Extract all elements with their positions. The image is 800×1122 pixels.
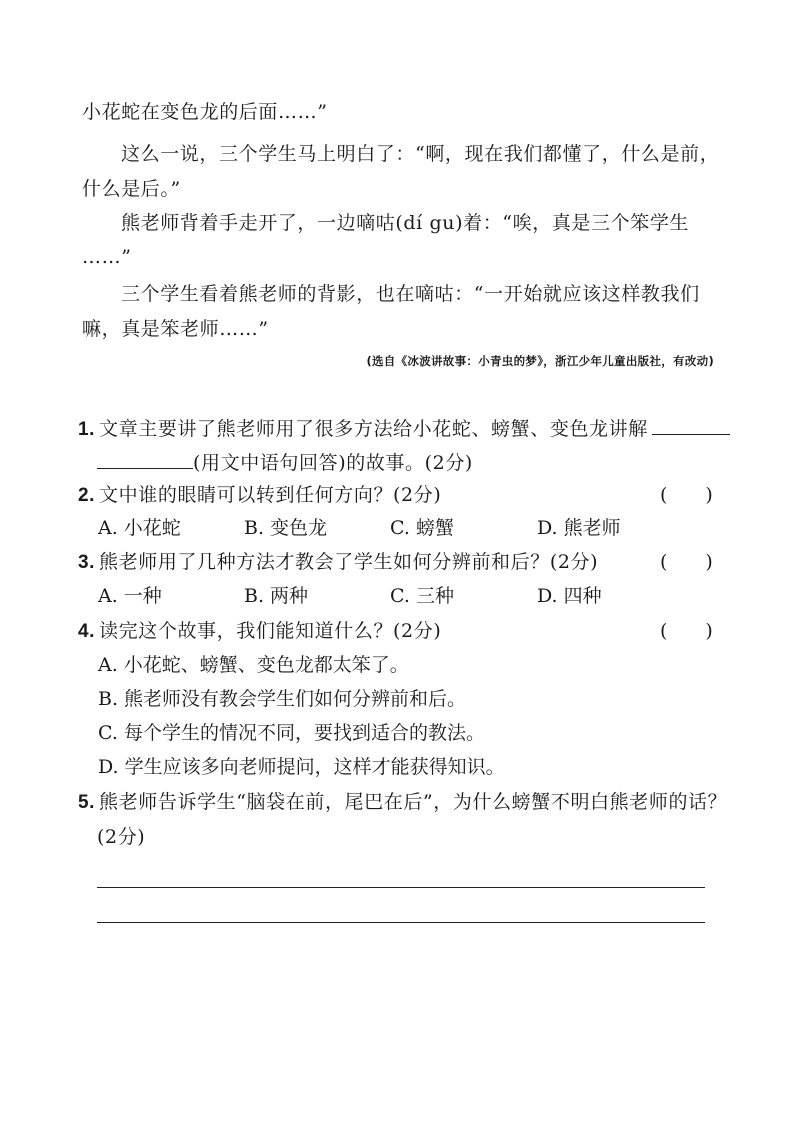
question-1 <box>78 414 730 444</box>
question-3-answer-box[interactable]: ( ) <box>660 551 713 573</box>
story-paragraph-3-line-2: ……” <box>82 246 132 268</box>
answer-line-2[interactable] <box>97 922 705 923</box>
story-paragraph-4-line-2: 嘛，真是笨老师……” <box>82 318 269 340</box>
question-1-blank-1[interactable] <box>652 414 730 435</box>
question-5 <box>78 788 727 817</box>
answer-line-1[interactable] <box>97 887 705 888</box>
question-3-option-c[interactable]: C. 三种 <box>390 585 454 607</box>
question-4-number: 4. <box>78 621 96 642</box>
question-3-option-a[interactable]: A. 一种 <box>98 585 162 607</box>
question-2-option-c[interactable]: C. 螃蟹 <box>390 517 454 539</box>
question-4-option-d[interactable]: D. 学生应该多向老师提问，这样才能获得知识。 <box>98 756 505 778</box>
question-1-blank-2[interactable] <box>97 448 193 469</box>
question-3-number: 3. <box>78 552 96 573</box>
question-2-option-d[interactable]: D. 熊老师 <box>537 517 621 539</box>
question-5-number: 5. <box>78 792 96 813</box>
question-4-text: 读完这个故事，我们能知道什么？(2分) <box>99 620 442 642</box>
question-4-answer-box[interactable]: ( ) <box>660 620 713 642</box>
question-2 <box>78 481 441 510</box>
question-4-option-c[interactable]: C. 每个学生的情况不同，要找到适合的教法。 <box>98 722 485 744</box>
story-paragraph-2-line-2: 什么是后。” <box>82 178 181 200</box>
question-2-text: 文中谁的眼睛可以转到任何方向？(2分) <box>99 484 442 506</box>
question-4 <box>78 617 441 646</box>
question-3-option-b[interactable]: B. 两种 <box>244 585 309 607</box>
question-1-number: 1. <box>78 419 96 440</box>
question-2-option-b[interactable]: B. 变色龙 <box>244 517 328 539</box>
question-3 <box>78 548 598 577</box>
story-paragraph-3-line-1: 熊老师背着手走开了，一边嘀咕(dí gu)着：“唉，真是三个笨学生 <box>121 212 690 234</box>
story-paragraph-2-line-1: 这么一说，三个学生马上明白了：“啊，现在我们都懂了，什么是前， <box>121 143 720 165</box>
question-2-answer-box[interactable]: ( ) <box>660 484 713 506</box>
question-1-text-continued: (用文中语句回答)的故事。(2分) <box>193 452 473 474</box>
question-5-text: 熊老师告诉学生“脑袋在前，尾巴在后”，为什么螃蟹不明白熊老师的话？ <box>99 791 728 813</box>
question-1-continued <box>97 448 473 477</box>
question-5-score: (2分) <box>97 826 146 848</box>
question-3-text: 熊老师用了几种方法才教会了学生如何分辨前和后？(2分) <box>99 551 599 573</box>
question-4-option-b[interactable]: B. 熊老师没有教会学生们如何分辨前和后。 <box>98 688 467 710</box>
question-1-text: 文章主要讲了熊老师用了很多方法给小花蛇、螃蟹、变色龙讲解 <box>99 418 648 440</box>
question-2-option-a[interactable]: A. 小花蛇 <box>98 517 181 539</box>
story-paragraph-4-line-1: 三个学生看着熊老师的背影，也在嘀咕：“一开始就应该这样教我们 <box>121 283 700 305</box>
story-paragraph-1: 小花蛇在变色龙的后面……” <box>82 101 328 123</box>
question-3-option-d[interactable]: D. 四种 <box>537 585 602 607</box>
question-4-option-a[interactable]: A. 小花蛇、螃蟹、变色龙都太笨了。 <box>98 654 409 676</box>
question-2-number: 2. <box>78 485 96 506</box>
source-citation: (选自《冰波讲故事：小青虫的梦》，浙江少年儿童出版社，有改动) <box>366 354 714 368</box>
